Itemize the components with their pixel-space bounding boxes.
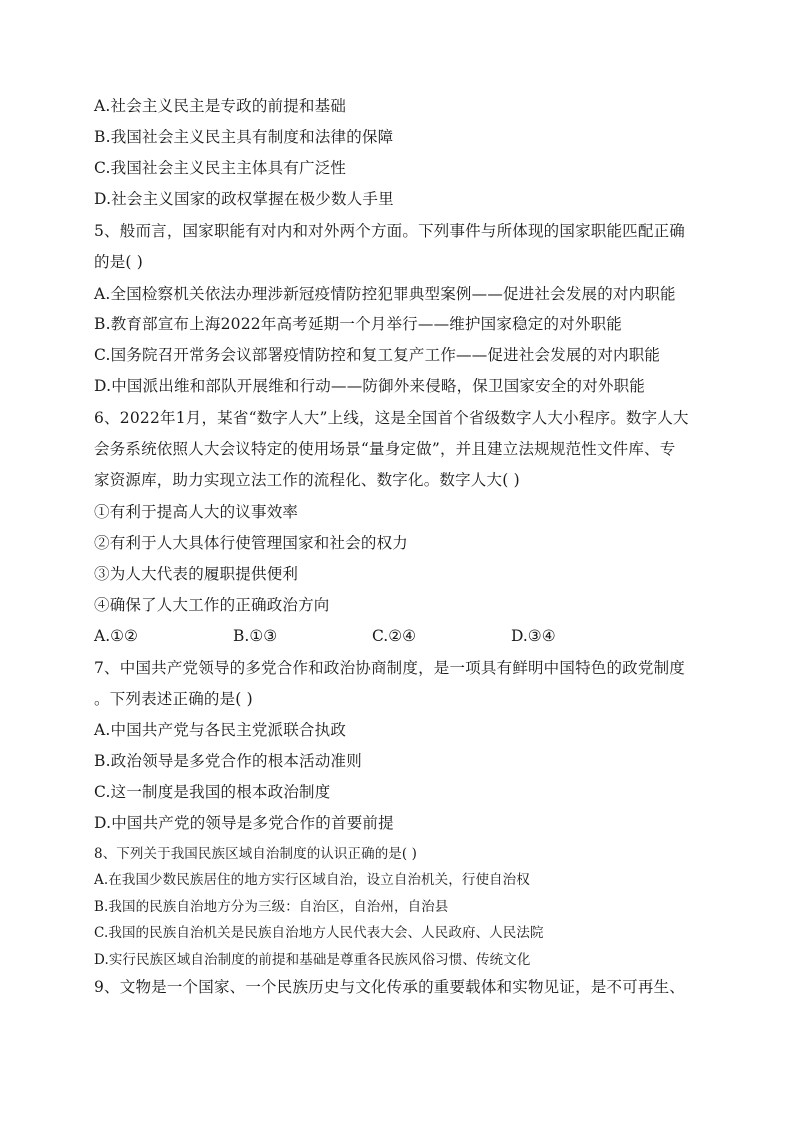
q7-stem-line1: 7、中国共产党领导的多党合作和政治协商制度，是一项具有鲜明中国特色的政党制度 bbox=[94, 659, 685, 677]
q5-option-b: B.教育部宣布上海2022年高考延期一个月举行——维护国家稳定的对外职能 bbox=[94, 315, 622, 333]
q6-option-c: C.②④ bbox=[372, 627, 417, 645]
q6-item-1: ①有利于提高人大的议事效率 bbox=[94, 503, 299, 521]
q6-stem-line1: 6、2022年1月，某省“数字人大”上线，这是全国首个省级数字人大小程序。数字人大 bbox=[94, 409, 689, 427]
q7-option-d: D.中国共产党的领导是多党合作的首要前提 bbox=[94, 814, 394, 832]
q7-option-c: C.这一制度是我国的根本政治制度 bbox=[94, 783, 331, 801]
q7-option-b: B.政治领导是多党合作的根本活动准则 bbox=[94, 752, 362, 770]
q6-item-3: ③为人大代表的履职提供便利 bbox=[94, 565, 299, 583]
q8-option-a: A.在我国少数民族居住的地方实行区域自治，设立自治机关，行使自治权 bbox=[94, 872, 530, 888]
q6-stem-line3: 家资源库，助力实现立法工作的流程化、数字化。数字人大( ) bbox=[94, 471, 520, 489]
q6-item-2: ②有利于人大具体行使管理国家和社会的权力 bbox=[94, 534, 409, 552]
q8-option-d: D.实行民族区域自治制度的前提和基础是尊重各民族风俗习惯、传统文化 bbox=[94, 952, 531, 968]
q5-stem-line1: 5、般而言，国家职能有对内和对外两个方面。下列事件与所体现的国家职能匹配正确 bbox=[94, 222, 685, 240]
q7-stem-line2: 。下列表述正确的是( ) bbox=[94, 690, 253, 708]
q5-stem-line2: 的是( ) bbox=[94, 253, 144, 271]
q4-option-b: B.我国社会主义民主具有制度和法律的保障 bbox=[94, 128, 394, 146]
q4-option-a: A.社会主义民主是专政的前提和基础 bbox=[94, 97, 347, 115]
q4-option-c: C.我国社会主义民主主体具有广泛性 bbox=[94, 159, 347, 177]
q8-option-b: B.我国的民族自治地方分为三级：自治区，自治州，自治县 bbox=[94, 899, 449, 915]
q8-option-c: C.我国的民族自治机关是民族自治地方人民代表大会、人民政府、人民法院 bbox=[94, 925, 544, 941]
q9-stem-line1: 9、文物是一个国家、一个民族历史与文化传承的重要载体和实物见证，是不可再生、 bbox=[94, 978, 685, 996]
q4-option-d: D.社会主义国家的政权掌握在极少数人手里 bbox=[94, 190, 394, 208]
q6-option-d: D.③④ bbox=[511, 627, 556, 645]
q6-option-b: B.①③ bbox=[233, 627, 278, 645]
q5-option-a: A.全国检察机关依法办理涉新冠疫情防控犯罪典型案例——促进社会发展的对内职能 bbox=[94, 285, 676, 303]
q5-option-c: C.国务院召开常务会议部署疫情防控和复工复产工作——促进社会发展的对内职能 bbox=[94, 346, 661, 364]
q5-option-d: D.中国派出维和部队开展维和行动——防御外来侵略，保卫国家安全的对外职能 bbox=[94, 377, 646, 395]
q6-item-4: ④确保了人大工作的正确政治方向 bbox=[94, 596, 330, 614]
q6-option-a: A.①② bbox=[94, 627, 138, 645]
q6-stem-line2: 会务系统依照人大会议特定的使用场景“量身定做”，并且建立法规规范性文件库、专 bbox=[94, 440, 676, 458]
q7-option-a: A.中国共产党与各民主党派联合执政 bbox=[94, 721, 347, 739]
q8-stem: 8、下列关于我国民族区域自治制度的认识正确的是( ) bbox=[94, 846, 418, 862]
